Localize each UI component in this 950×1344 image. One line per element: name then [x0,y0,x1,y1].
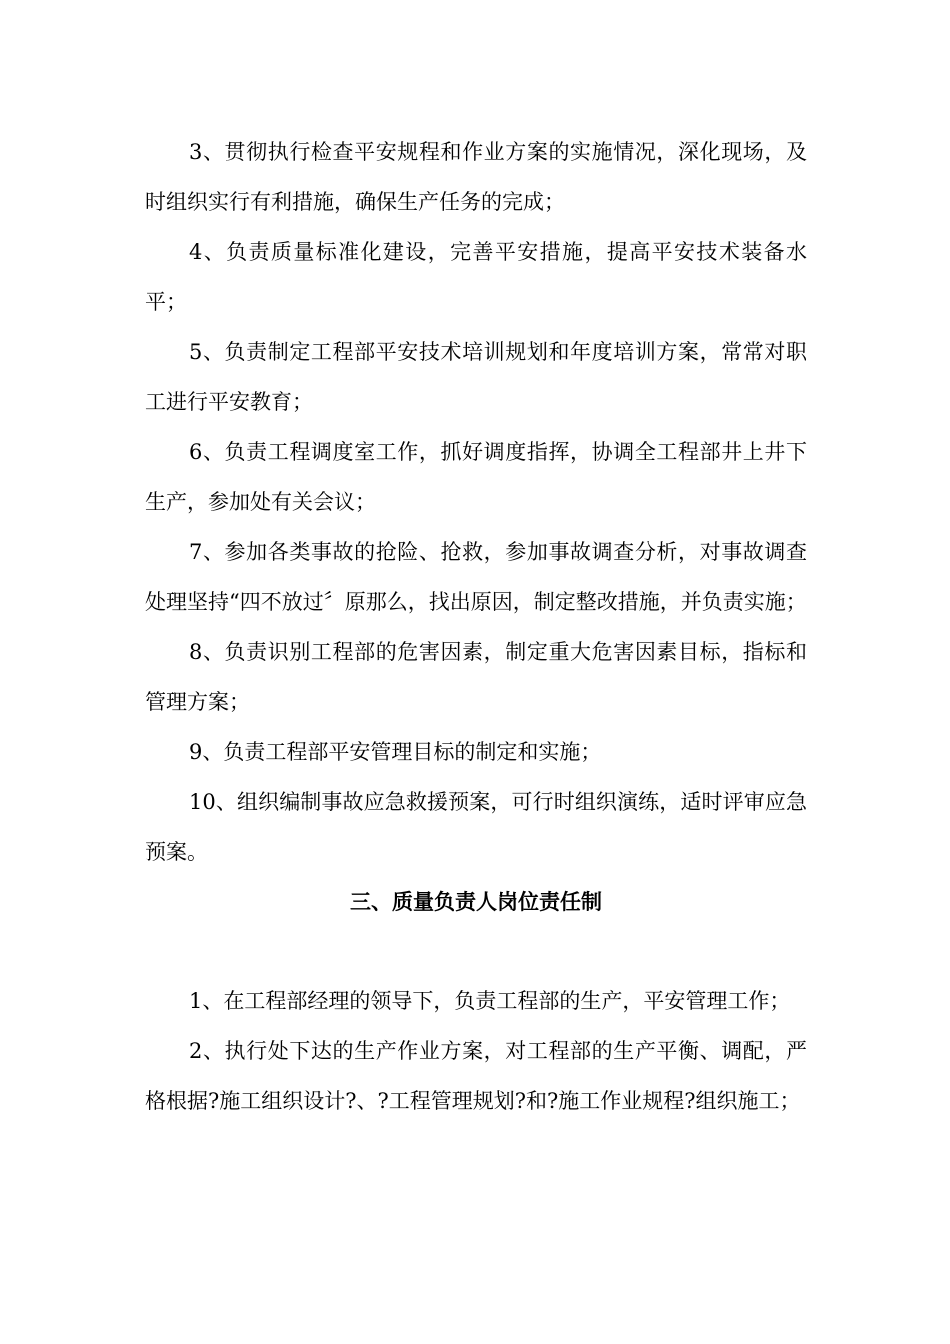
section-title: 三、质量负责人岗位责任制 [350,889,602,914]
paragraph-item-10: 10、组织编制事故应急救援预案，可行时组织演练，适时评审应急预案。 [145,790,807,864]
paragraph-item-3: 3、贯彻执行检查平安规程和作业方案的实施情况，深化现场，及时组织实行有利措施，确保生产任务的完成； [145,140,807,214]
paragraph-item-5: 5、负责制定工程部平安技术培训规划和年度培训方案，常常对职工进行平安教育； [145,340,807,414]
section-paragraph-item-1: 1、在工程部经理的领导下，负责工程部的生产，平安管理工作； [189,989,791,1013]
paragraph-item-4: 4、负责质量标准化建设，完善平安措施，提高平安技术装备水平； [145,240,807,314]
paragraph-item-6: 6、负责工程调度室工作，抓好调度指挥，协调全工程部井上井下生产，参加处有关会议； [145,440,807,514]
paragraph-item-7: 7、参加各类事故的抢险、抢救，参加事故调查分析，对事故调查处理坚持“四不放过〞原那么，找出原因，制定整改措施，并负责实施； [145,540,807,614]
document-body [145,127,807,1126]
paragraph-item-9: 9、负责工程部平安管理目标的制定和实施； [189,740,602,764]
section-paragraph-item-2: 2、执行处下达的生产作业方案，对工程部的生产平衡、调配，严格根据?施工组织设计?、?工程管理规划?和?施工作业规程?组织施工； [145,1039,807,1113]
paragraph-item-8: 8、负责识别工程部的危害因素，制定重大危害因素目标，指标和管理方案； [145,640,807,714]
